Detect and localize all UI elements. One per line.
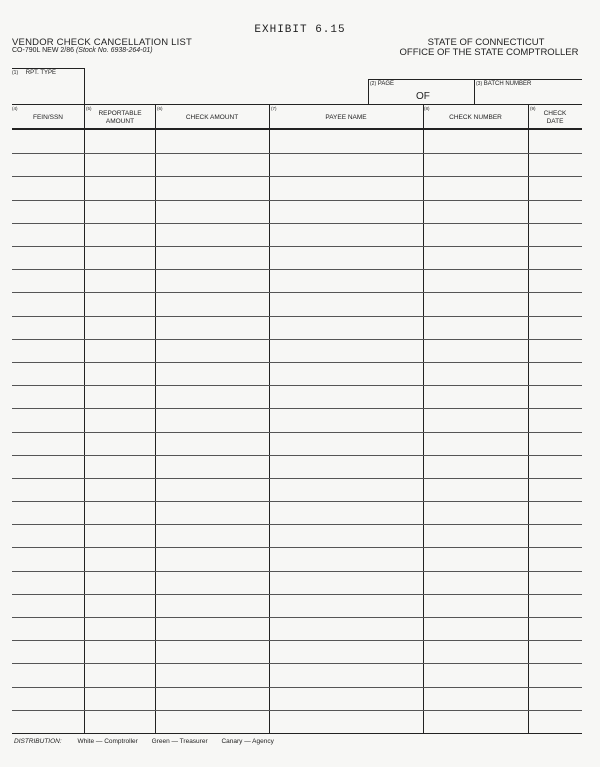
table-row-line <box>12 339 582 340</box>
rpt-type-top-border <box>12 68 84 69</box>
table-row-line <box>12 524 582 525</box>
table-row-line <box>12 200 582 201</box>
distribution-label: DISTRIBUTION: <box>14 738 62 745</box>
agency-state: STATE OF CONNECTICUT <box>427 37 545 48</box>
page-batch-top-border <box>368 79 582 80</box>
column-divider <box>528 104 529 733</box>
form-number <box>12 47 153 54</box>
table-row-line <box>12 501 582 502</box>
column-divider <box>269 104 270 733</box>
batch-number-tag: (3) <box>476 81 483 87</box>
table-row-line <box>12 316 582 317</box>
batch-number-field[interactable] <box>476 81 531 87</box>
col-header-check-date: CHECK DATE <box>543 110 567 125</box>
stock-number: (Stock No. 6938-264-01) <box>75 47 153 54</box>
table-row-line <box>12 455 582 456</box>
col-header-fein-ssn: FEIN/SSN <box>33 114 63 121</box>
table-row-line <box>12 246 582 247</box>
table-row-line <box>12 385 582 386</box>
distribution-footer <box>14 738 286 745</box>
column-divider <box>423 104 424 733</box>
batch-number-label: BATCH NUMBER <box>483 81 532 87</box>
form-title: VENDOR CHECK CANCELLATION LIST <box>12 37 193 48</box>
table-row-line <box>12 223 582 224</box>
table-row-line <box>12 710 582 711</box>
distribution-green: Green — Treasurer <box>151 738 208 745</box>
col-number: (6) <box>157 106 163 111</box>
table-row-line <box>12 617 582 618</box>
col-number: (4) <box>12 106 18 111</box>
table-row-line <box>12 432 582 433</box>
col-number: (7) <box>271 106 277 111</box>
col-number: (9) <box>530 106 536 111</box>
rpt-type-number: (1) <box>12 70 19 76</box>
page-left-border <box>368 79 369 104</box>
distribution-white: White — Comptroller <box>77 738 138 745</box>
table-row-line <box>12 663 582 664</box>
table-row-line <box>12 547 582 548</box>
col-header-reportable-amount: REPORTABLE AMOUNT <box>98 110 142 125</box>
rpt-type-label: RPT. TYPE <box>25 70 57 76</box>
distribution-canary: Canary — Agency <box>221 738 274 745</box>
table-row-line <box>12 594 582 595</box>
table-row-line <box>12 408 582 409</box>
column-divider <box>84 104 85 733</box>
page-field[interactable] <box>370 81 394 87</box>
rpt-type-field[interactable] <box>12 70 56 76</box>
table-row-line <box>12 640 582 641</box>
table-row-line <box>12 269 582 270</box>
rpt-type-right-border <box>84 68 85 104</box>
col-number: (8) <box>424 106 430 111</box>
page-number-tag: (2) <box>370 81 377 87</box>
agency-office: OFFICE OF THE STATE COMPTROLLER <box>399 47 579 58</box>
table-row-line <box>12 478 582 479</box>
col-number: (5) <box>86 106 92 111</box>
exhibit-title: EXHIBIT 6.15 <box>254 24 346 36</box>
table-row-line <box>12 292 582 293</box>
table-row-line <box>12 687 582 688</box>
column-divider <box>155 104 156 733</box>
page-label: PAGE <box>377 81 395 87</box>
page-of-label: OF <box>416 91 430 102</box>
table-top-border <box>12 104 582 105</box>
table-bottom-border <box>12 733 582 734</box>
table-row-line <box>12 176 582 177</box>
form-code: CO-790L NEW 2/86 <box>12 47 74 54</box>
table-row-line <box>12 362 582 363</box>
page-batch-divider <box>474 79 475 104</box>
table-header-bottom-border <box>12 128 582 130</box>
col-header-check-number: CHECK NUMBER <box>449 114 502 121</box>
table-row-line <box>12 571 582 572</box>
col-header-check-amount: CHECK AMOUNT <box>185 114 239 121</box>
table-row-line <box>12 153 582 154</box>
col-header-payee-name: PAYEE NAME <box>325 114 367 121</box>
